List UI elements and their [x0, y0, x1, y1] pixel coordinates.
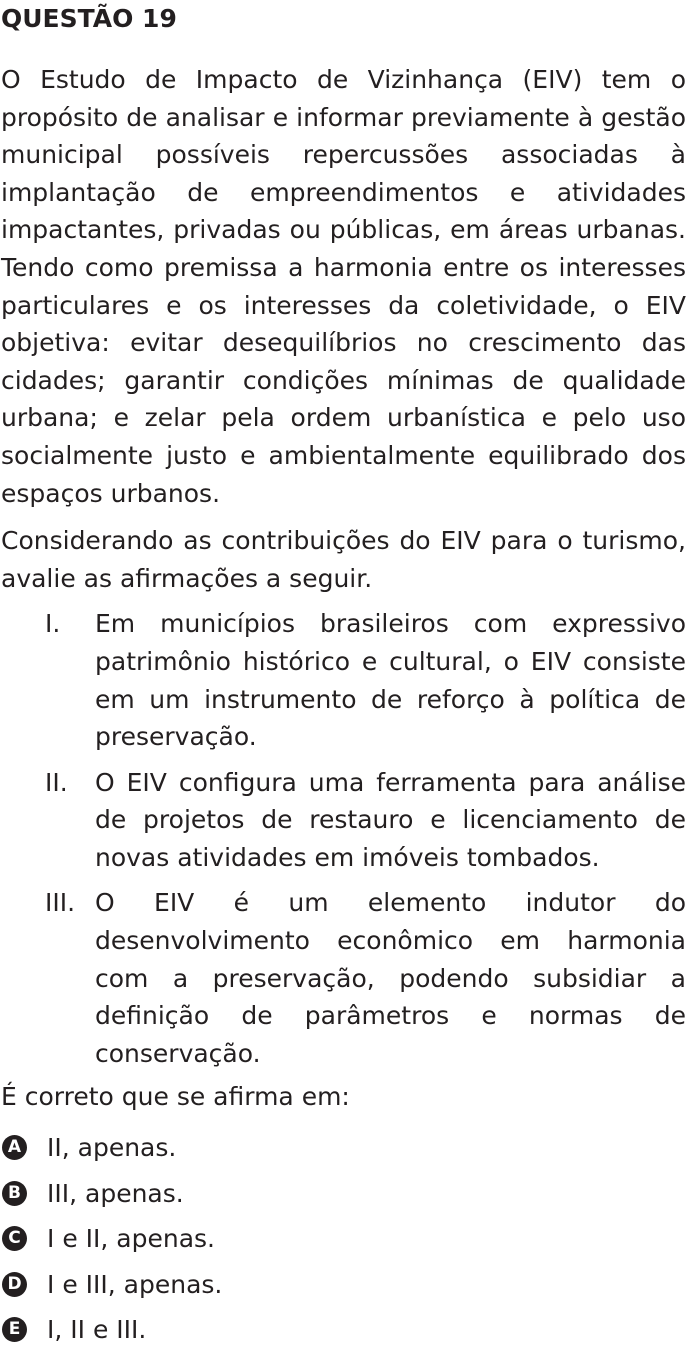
option-text: I e III, apenas.	[47, 1269, 223, 1299]
statement-list	[1, 605, 686, 1072]
statement-text: Em municípios brasileiros com expressivo patrimônio histórico e cultural, o EIV consiste em um instrumento de reforço à política de preservação.	[95, 609, 686, 752]
option-letter-badge: B	[2, 1181, 27, 1206]
option-d[interactable]	[1, 1262, 686, 1308]
statement-number: I.	[45, 609, 61, 639]
answer-options	[1, 1125, 686, 1353]
option-c[interactable]	[1, 1216, 686, 1262]
option-letter-badge: E	[2, 1317, 27, 1342]
question-prompt: É correto que se afirma em:	[1, 1082, 350, 1112]
option-text: II, apenas.	[47, 1133, 177, 1163]
statement-item	[1, 884, 686, 1072]
option-e[interactable]	[1, 1307, 686, 1353]
statement-text: O EIV é um elemento indutor do desenvolvimento econômico em harmonia com a preservação, podendo subsidiar a definição de parâmetros e normas de conservação.	[95, 888, 686, 1068]
statement-item	[1, 605, 686, 755]
option-letter-badge: C	[2, 1226, 27, 1251]
question-title: QUESTÃO 19	[1, 4, 177, 33]
option-text: I, II e III.	[47, 1315, 147, 1345]
instruction-paragraph: Considerando as contribuições do EIV para o turismo, avalie as afirmações a seguir.	[1, 526, 686, 593]
option-text: I e II, apenas.	[47, 1224, 215, 1254]
statement-item	[1, 764, 686, 877]
option-a[interactable]	[1, 1125, 686, 1171]
context-paragraph: O Estudo de Impacto de Vizinhança (EIV) tem o propósito de analisar e informar previamente à gestão municipal possíveis repercussões associadas à implantação de empreendimentos e atividades impactantes, privadas ou públicas, em áreas urbanas. Tendo como premissa a harmonia entre os interesses particulares e os interesses da coletividade, o EIV objetiva: evitar desequilíbrios no crescimento das cidades; garantir condições mínimas de qualidade urbana; e zelar pela ordem urbanística e pelo uso socialmente justo e ambientalmente equilibrado dos espaços urbanos.	[1, 65, 686, 508]
option-b[interactable]	[1, 1171, 686, 1217]
option-letter-badge: A	[2, 1135, 27, 1160]
statement-number: II.	[45, 767, 68, 797]
statement-text: O EIV configura uma ferramenta para análise de projetos de restauro e licenciamento de novas atividades em imóveis tombados.	[95, 767, 686, 872]
option-text: III, apenas.	[47, 1178, 184, 1208]
statement-number: III.	[45, 888, 76, 918]
option-letter-badge: D	[2, 1272, 27, 1297]
